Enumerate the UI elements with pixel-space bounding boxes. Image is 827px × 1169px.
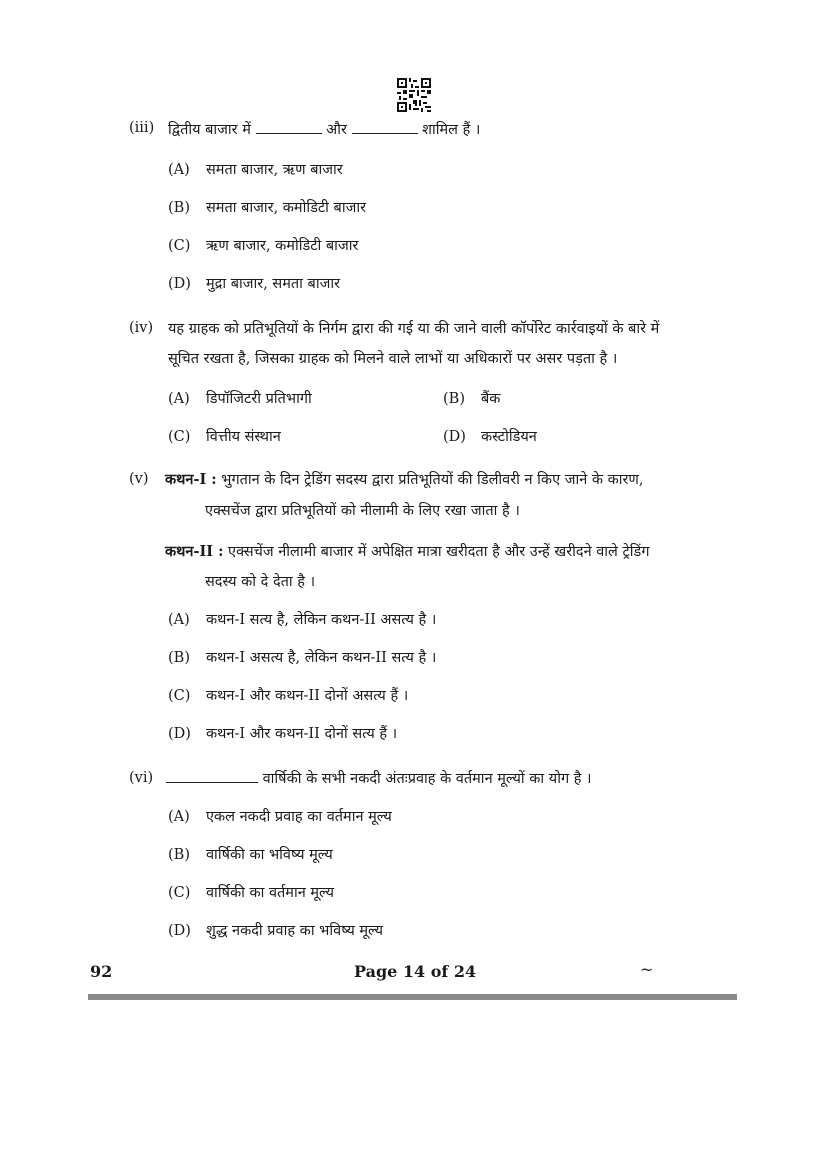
option-label: (B) bbox=[168, 200, 190, 216]
option-label: (D) bbox=[168, 276, 191, 292]
option-text: कथन-I और कथन-II दोनों असत्य हैं । bbox=[206, 688, 409, 704]
qr-code-icon bbox=[397, 78, 431, 112]
option-text: कथन-I और कथन-II दोनों सत्य हैं । bbox=[206, 726, 398, 742]
option-label: (C) bbox=[168, 429, 191, 445]
question-text-part: वार्षिकी के सभी नकदी अंतःप्रवाह के वर्तमान मूल्यों का योग है । bbox=[262, 771, 592, 787]
option-label: (D) bbox=[168, 726, 191, 742]
question-text bbox=[168, 119, 480, 139]
statement-text: एक्सचेंज नीलामी बाजार में अपेक्षित मात्रा खरीदता है और उन्हें खरीदने वाले ट्रेडिंग bbox=[228, 544, 650, 560]
option-d bbox=[168, 273, 340, 293]
statement-1-line-1 bbox=[165, 469, 644, 489]
option-text: कथन-I असत्य है, लेकिन कथन-II सत्य है । bbox=[206, 650, 437, 666]
question-number: (vi) bbox=[129, 770, 154, 786]
option-text: समता बाजार, ऋण बाजार bbox=[206, 162, 343, 178]
option-label: (C) bbox=[168, 238, 191, 254]
option-text: वार्षिकी का वर्तमान मूल्य bbox=[206, 885, 335, 901]
footer-divider bbox=[88, 994, 737, 1000]
paper-code: 92 bbox=[90, 962, 113, 981]
option-b bbox=[443, 388, 500, 408]
option-d bbox=[443, 426, 537, 446]
option-text: बैंक bbox=[481, 391, 501, 407]
statement-1-line-2: एक्सचेंज द्वारा प्रतिभूतियों को नीलामी के लिए रखा जाता है । bbox=[205, 503, 520, 519]
option-label: (D) bbox=[168, 923, 191, 939]
option-text: ऋण बाजार, कमोडिटी बाजार bbox=[206, 238, 359, 254]
page-number: Page 14 of 24 bbox=[354, 962, 477, 981]
option-d bbox=[168, 723, 397, 743]
question-text-part: शामिल हैं । bbox=[422, 122, 481, 138]
question-number: (v) bbox=[129, 471, 149, 487]
option-text: वार्षिकी का भविष्य मूल्य bbox=[206, 847, 333, 863]
option-b bbox=[168, 647, 436, 667]
option-text: कथन-I सत्य है, लेकिन कथन-II असत्य है । bbox=[206, 612, 437, 628]
option-label: (C) bbox=[168, 885, 191, 901]
option-label: (B) bbox=[443, 391, 465, 407]
option-label: (A) bbox=[168, 391, 190, 407]
fill-blank bbox=[166, 770, 258, 783]
option-a bbox=[168, 806, 392, 826]
option-label: (A) bbox=[168, 612, 190, 628]
option-c bbox=[168, 882, 334, 902]
option-text: शुद्ध नकदी प्रवाह का भविष्य मूल्य bbox=[206, 923, 384, 939]
statement-2-line-1 bbox=[165, 541, 649, 561]
option-text: वित्तीय संस्थान bbox=[206, 429, 281, 445]
fill-blank bbox=[256, 121, 322, 134]
option-label: (D) bbox=[443, 429, 466, 445]
option-label: (C) bbox=[168, 688, 191, 704]
option-a bbox=[168, 388, 312, 408]
question-text-line-1: यह ग्राहक को प्रतिभूतियों के निर्गम द्वारा की गई या की जाने वाली कॉर्पोरेट कार्रवाइयों के बारे में bbox=[168, 321, 660, 337]
question-number: (iii) bbox=[129, 120, 155, 136]
option-label: (A) bbox=[168, 809, 190, 825]
option-c bbox=[168, 685, 408, 705]
question-number: (iv) bbox=[129, 320, 154, 336]
footer-mark: ~ bbox=[640, 960, 654, 979]
statement-text: भुगतान के दिन ट्रेडिंग सदस्य द्वारा प्रतिभूतियों की डिलीवरी न किए जाने के कारण, bbox=[221, 472, 644, 488]
option-label: (B) bbox=[168, 650, 190, 666]
option-c bbox=[168, 426, 281, 446]
option-b bbox=[168, 197, 366, 217]
option-d bbox=[168, 920, 383, 940]
option-a bbox=[168, 609, 436, 629]
option-label: (A) bbox=[168, 162, 190, 178]
question-text bbox=[166, 768, 592, 788]
statement-label: कथन-I : bbox=[165, 471, 217, 488]
option-text: डिपॉजिटरी प्रतिभागी bbox=[206, 391, 312, 407]
question-text-part: द्वितीय बाजार में bbox=[168, 122, 251, 138]
option-a bbox=[168, 159, 343, 179]
option-label: (B) bbox=[168, 847, 190, 863]
statement-2-line-2: सदस्य को दे देता है । bbox=[205, 574, 316, 590]
option-text: समता बाजार, कमोडिटी बाजार bbox=[206, 200, 367, 216]
fill-blank bbox=[352, 121, 418, 134]
option-text: एकल नकदी प्रवाह का वर्तमान मूल्य bbox=[206, 809, 392, 825]
statement-label: कथन-II : bbox=[165, 543, 224, 560]
question-text-part: और bbox=[326, 122, 347, 138]
option-text: मुद्रा बाजार, समता बाजार bbox=[206, 276, 341, 292]
option-text: कस्टोडियन bbox=[481, 429, 537, 445]
option-b bbox=[168, 844, 333, 864]
option-c bbox=[168, 235, 358, 255]
question-text-line-2: सूचित रखता है, जिसका ग्राहक को मिलने वाले लाभों या अधिकारों पर असर पड़ता है । bbox=[168, 351, 618, 367]
